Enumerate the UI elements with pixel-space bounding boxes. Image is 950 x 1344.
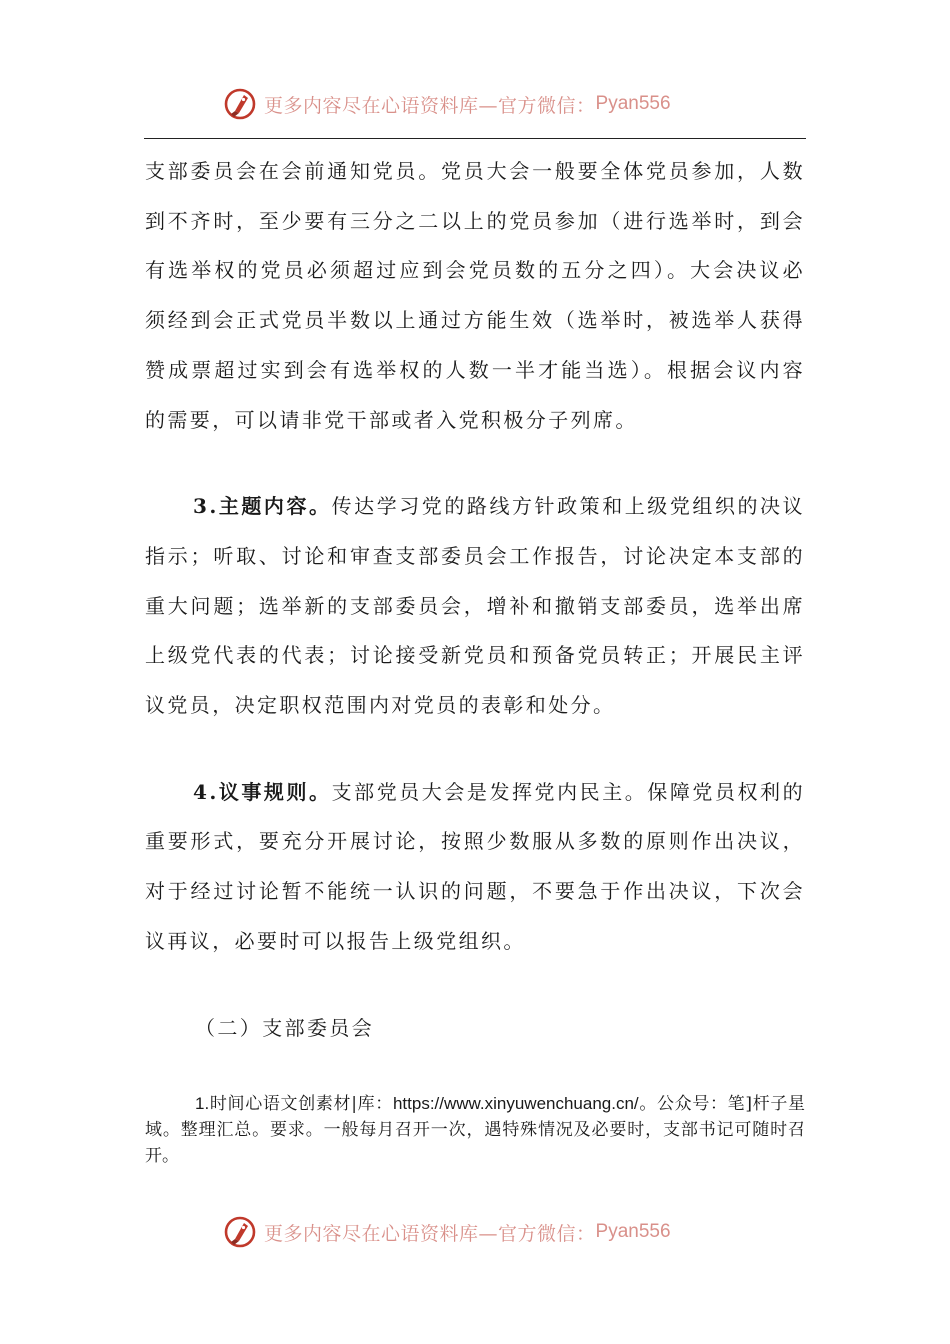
committee-time-number: 1. xyxy=(195,1094,210,1114)
footer-banner-text: 更多内容尽在心语资料库—官方微信： xyxy=(264,1222,596,1245)
header-banner-text: 更多内容尽在心语资料库—官方微信： xyxy=(264,94,596,117)
page-footer xyxy=(0,1212,950,1252)
paragraph-gap xyxy=(145,445,805,482)
paragraph-gap xyxy=(145,1053,805,1091)
header-rule xyxy=(144,138,806,139)
pen-nib-logo-icon xyxy=(222,1214,258,1250)
paragraph-meeting-notice: 支部委员会在会前通知党员。党员大会一般要全体党员参加，人数到不齐时，至少要有三分之二以上的党员参加（进行选举时，到会有选举权的党员必须超过应到会党员数的五分之四）。大会决议必须经到会正式党员半数以上通过方能生效（选举时，被选举人获得赞成票超过实到会有选举权的人数一半才能当选）。根据会议内容的需要，可以请非党干部或者入党积极分子列席。 xyxy=(145,159,805,432)
paragraph-gap xyxy=(145,967,805,1004)
footer-banner[interactable] xyxy=(222,1212,671,1252)
paragraph-rules-text: 支部党员大会是发挥党内民主。保障党员权利的重要形式，要充分开展讨论，按照少数服从多数的原则作出决议，对于经过讨论暂不能统一认识的问题，不要急于作出决议，下次会议再议，必要时可以报告上级党组织。 xyxy=(145,779,805,953)
paragraph-rules xyxy=(145,768,805,967)
paragraph-rules-heading: 4.议事规则。 xyxy=(193,779,332,804)
committee-time-text-b: 。公众号：笔]杆子星域。整理汇总。要求。一般每月召开一次，遇特殊情况及必要时，支部书记可随时召开。 xyxy=(145,1094,805,1167)
paragraph-main-content xyxy=(145,482,805,731)
header-banner[interactable] xyxy=(222,84,671,124)
source-url-link[interactable]: https://www.xinyuwenchuang.cn/ xyxy=(392,1094,639,1114)
pen-nib-logo-icon xyxy=(222,86,258,122)
section-subheading: （二）支部委员会 xyxy=(195,1015,375,1040)
paragraph-committee-time xyxy=(145,1091,805,1169)
paragraph-main-content-heading: 3.主题内容。 xyxy=(193,494,332,519)
header-wechat-id: Pyan556 xyxy=(595,93,671,114)
page-header xyxy=(0,84,950,124)
paragraph-main-content-text: 传达学习党的路线方针政策和上级党组织的决议指示；听取、讨论和审查支部委员会工作报告，讨论决定本支部的重大问题；选举新的支部委员会，增补和撤销支部委员，选举出席上级党代表的代表；讨论接受新党员和预备党员转正；开展民主评议党员，决定职权范围内对党员的表彰和处分。 xyxy=(145,494,805,718)
committee-time-text-a: 时间心语文创素材|库： xyxy=(209,1094,393,1115)
document-body xyxy=(145,147,805,1169)
footer-wechat-id: Pyan556 xyxy=(595,1221,671,1242)
paragraph-gap xyxy=(145,731,805,768)
